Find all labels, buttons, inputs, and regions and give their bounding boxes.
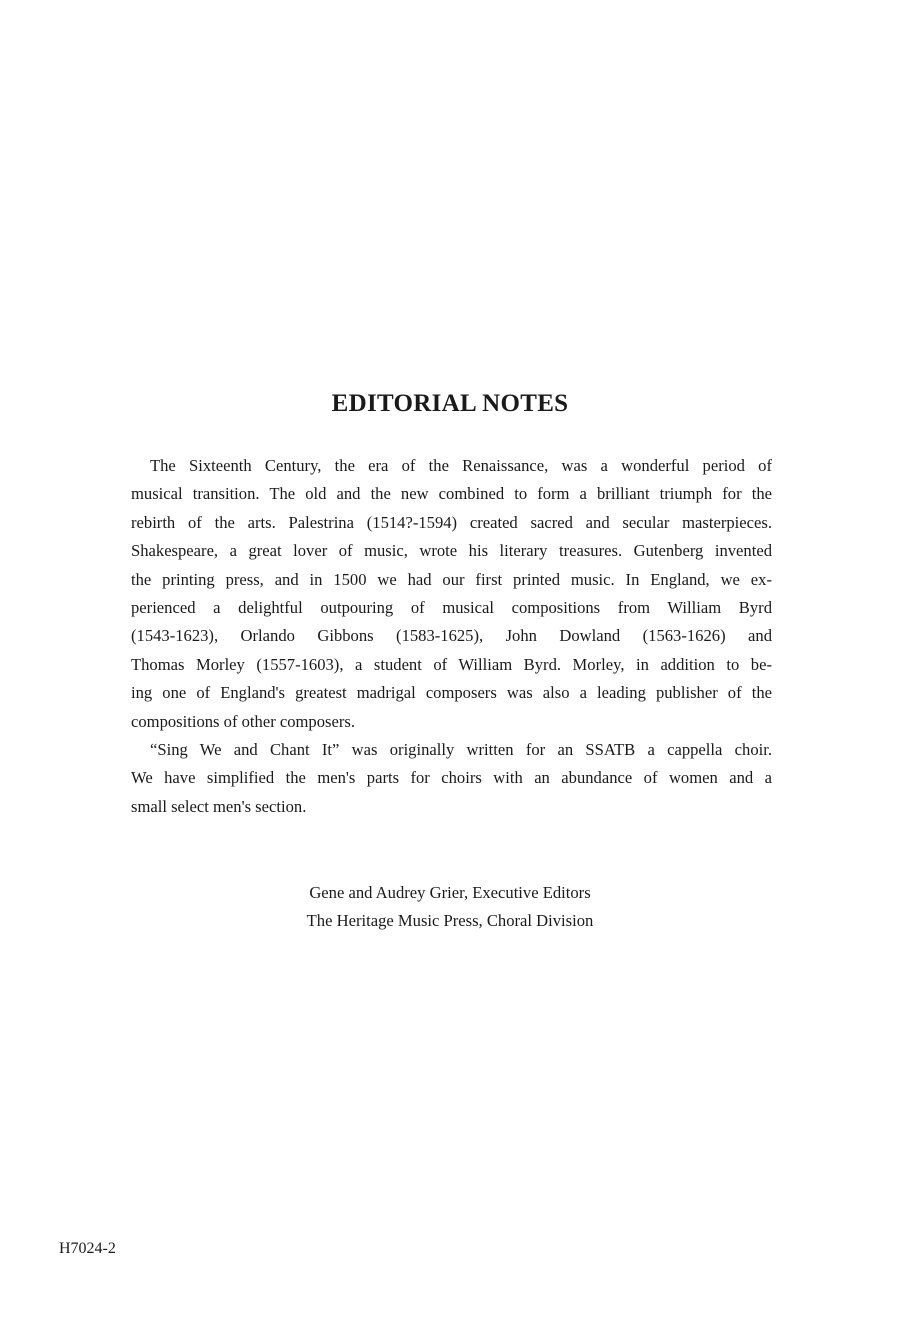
paragraph-line: We have simplified the men's parts for choirs with an abundance of women and a <box>131 768 772 788</box>
paragraph-history <box>131 452 772 736</box>
paragraph-line: ing one of England's greatest madrigal composers was also a leading publisher of the <box>131 683 772 703</box>
catalog-number: H7024-2 <box>59 1240 116 1257</box>
paragraph-line: small select men's section. <box>131 796 307 816</box>
paragraph-line: compositions of other composers. <box>131 711 355 731</box>
signature-publisher: The Heritage Music Press, Choral Division <box>306 911 594 931</box>
paragraph-line: musical transition. The old and the new combined to form a brilliant triumph for the <box>131 484 772 504</box>
paragraph-line: “Sing We and Chant It” was originally written for an SSATB a cappella choir. <box>150 740 772 759</box>
paragraph-arrangement <box>131 736 772 821</box>
paragraph-line: perienced a delightful outpouring of musical compositions from William Byrd <box>131 597 772 617</box>
signature-editors: Gene and Audrey Grier, Executive Editors <box>309 883 591 902</box>
paragraph-line: (1543-1623), Orlando Gibbons (1583-1625), John Dowland (1563-1626) and <box>131 626 772 646</box>
signature-block <box>0 879 900 936</box>
page-title: EDITORIAL NOTES <box>331 390 569 417</box>
paragraph-line: rebirth of the arts. Palestrina (1514?-1594) created sacred and secular masterpieces. <box>131 512 772 532</box>
paragraph-line: Thomas Morley (1557-1603), a student of William Byrd. Morley, in addition to be- <box>131 654 772 674</box>
paragraph-line: The Sixteenth Century, the era of the Renaissance, was a wonderful period of <box>150 456 772 475</box>
paragraph-line: the printing press, and in 1500 we had our first printed music. In England, we ex- <box>131 569 772 589</box>
paragraph-line: Shakespeare, a great lover of music, wrote his literary treasures. Gutenberg invented <box>131 541 772 561</box>
